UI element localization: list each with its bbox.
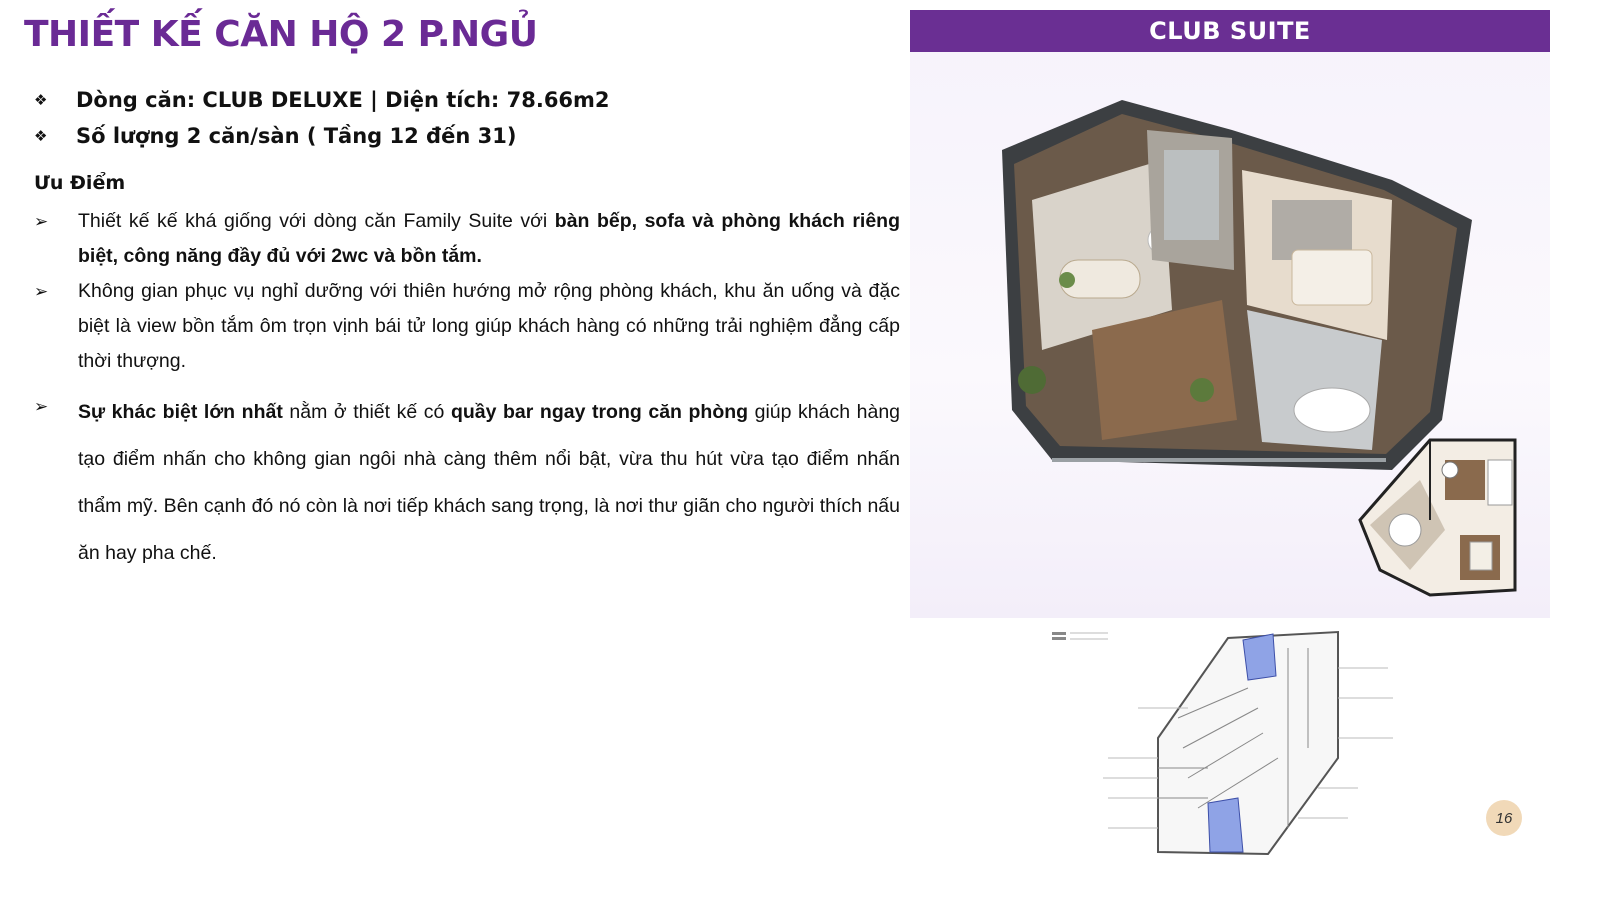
spec-bullets <box>34 82 894 154</box>
spec-bullet <box>34 82 894 118</box>
floor-plan-diagram <box>1048 628 1408 858</box>
text-run-bold: bàn bếp, sofa và phòng khách riêng biệt, công năng đầy đủ với 2wc và bồn tắm. <box>78 210 900 267</box>
arrow-bullet-icon: ➢ <box>34 282 49 301</box>
diamond-bullet-icon: ❖ <box>34 91 48 109</box>
club-suite-banner: CLUB SUITE <box>910 10 1550 52</box>
spec-text: Dòng căn: CLUB DELUXE | Diện tích: 78.66m2 <box>76 88 610 112</box>
page-number-badge: 16 <box>1486 800 1522 836</box>
text-run-bold: Sự khác biệt lớn nhất <box>78 401 283 423</box>
advantages-heading: Ưu Điểm <box>34 172 126 194</box>
text-run-bold: quầy bar ngay trong căn phòng <box>450 401 749 423</box>
spec-text: Số lượng 2 căn/sàn ( Tầng 12 đến 31) <box>76 124 517 148</box>
unit-mini-plan <box>1350 420 1520 600</box>
advantage-item <box>34 274 900 379</box>
page-title: THIẾT KẾ CĂN HỘ 2 P.NGỦ <box>24 14 538 55</box>
text-run: giúp khách hàng tạo điểm nhấn cho không gian ngôi nhà càng thêm nổi bật, vừa thu hút vừa tạo điểm nhấn thẩm mỹ. Bên cạnh đó nó còn là nơi tiếp khách sang trọng, là nơi thư giãn cho người thích nấu ăn hay pha chế. <box>78 401 901 564</box>
advantage-item <box>34 389 900 577</box>
text-run: nằm ở thiết kế có <box>282 401 451 423</box>
advantage-text: Không gian phục vụ nghỉ dưỡng với thiên hướng mở rộng phòng khách, khu ăn uống và đặc biệt là view bồn tắm ôm trọn vịnh bái tử long giúp khách hàng có những trải nghiệm đẳng cấp thời thượng. <box>78 280 900 372</box>
arrow-bullet-icon: ➢ <box>34 212 49 231</box>
arrow-bullet-icon: ➢ <box>34 397 49 416</box>
spec-bullet <box>34 118 894 154</box>
text-run: Thiết kế kế khá giống với dòng căn Family Suite với <box>78 210 555 232</box>
club-suite-panel <box>910 10 1550 618</box>
advantage-text <box>78 389 900 577</box>
advantage-text <box>78 204 900 274</box>
diamond-bullet-icon: ❖ <box>34 127 48 145</box>
advantage-item <box>34 204 900 274</box>
